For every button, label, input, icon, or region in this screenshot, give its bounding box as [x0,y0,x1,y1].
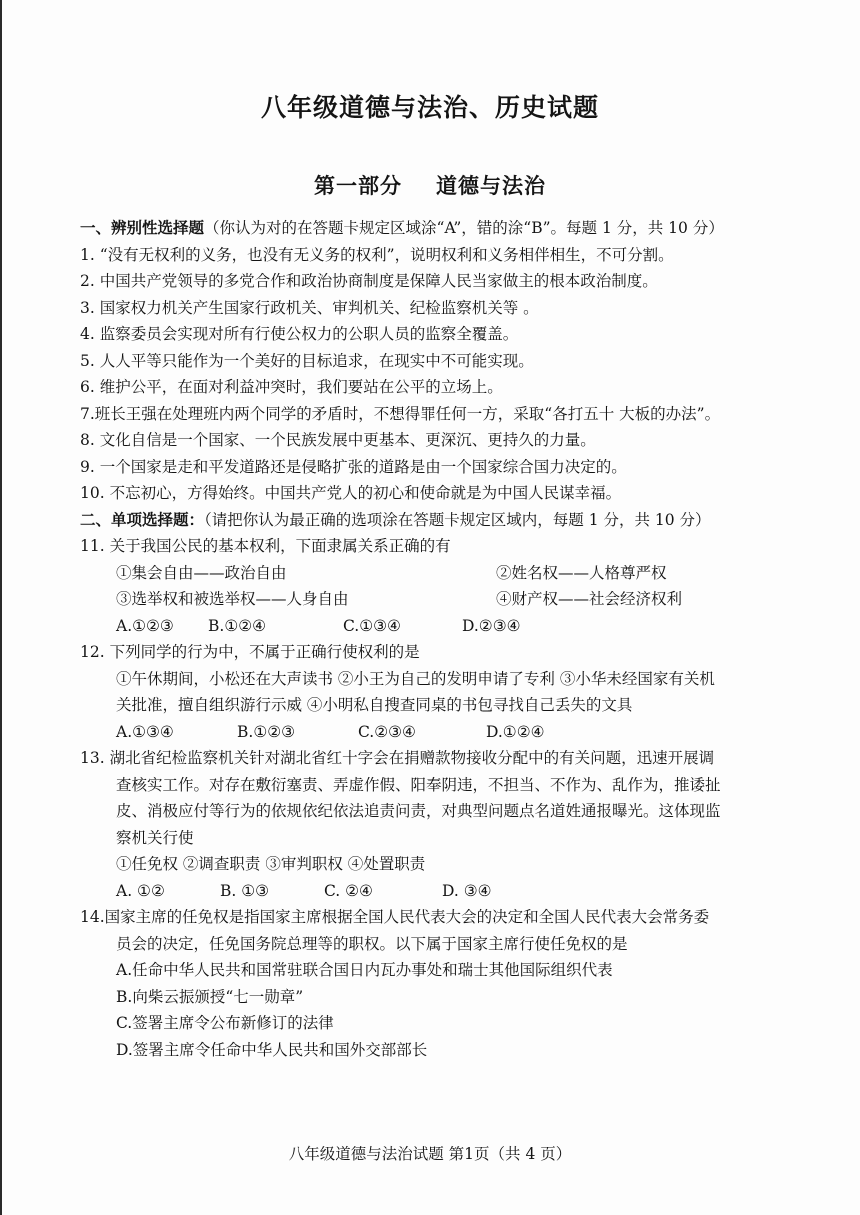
option: B. ①③ [220,882,270,900]
judge-item: 3. 国家权力机关产生国家行政机关、审判机关、纪检监察机关等 。 [80,299,539,317]
option: B.向柴云振颁授“七一勋章” [116,988,304,1006]
judge-item: 5. 人人平等只能作为一个美好的目标追求，在现实中不可能实现。 [80,352,534,370]
judge-item: 1. “没有无权利的义务，也没有无义务的权利”，说明权利和义务相伴相生，不可分割。 [80,246,674,264]
option: A.①③④ [116,723,174,741]
single-heading-line [80,510,711,530]
question-13-stem: 13. 湖北省纪检监察机关针对湖北省红十字会在捐赠款物接收分配中的有关问题，迅速开展调 [80,749,715,767]
option: D. ③④ [442,882,492,900]
option: C.①③④ [343,617,401,635]
question-12-options [116,722,545,742]
judge-instruction: （你认为对的在答题卡规定区域涂“A”，错的涂“B”。每题 1 分，共 10 分） [204,219,724,237]
question-13-options [116,881,492,901]
option: B.①②④ [208,617,267,635]
question-11-options [116,616,521,636]
option: A.任命中华人民共和国常驻联合国日内瓦办事处和瑞士其他国际组织代表 [116,961,613,979]
statement: ①集会自由——政治自由 [116,564,287,582]
judge-item: 8. 文化自信是一个国家、一个民族发展中更基本、更深沉、更持久的力量。 [80,431,596,449]
statement: ④财产权——社会经济权利 [496,590,683,608]
statement: ③选举权和被选举权——人身自由 [116,590,349,608]
question-13-body: 皮、消极应付等行为的依规依纪依法追责问责，对典型问题点名道姓通报曝光。这体现监 [116,802,721,820]
option: A. ①② [116,882,165,900]
question-12-stem: 12. 下列同学的行为中，不属于正确行使权利的是 [80,643,420,661]
single-heading: 二、单项选择题： [80,510,205,529]
option: C. ②④ [324,882,373,900]
question-12-body: ①午休期间，小松还在大声读书 ②小王为自己的发明申请了专利 ③小华未经国家有关机 [116,670,715,688]
judge-item: 2. 中国共产党领导的多党合作和政治协商制度是保障人民当家做主的根本政治制度。 [80,272,658,290]
question-13-body: 查核实工作。对存在敷衍塞责、弄虚作假、阳奉阴违，不担当、不作为、乱作为，推诿扯 [116,776,721,794]
subject-label: 道德与法治 [436,173,546,198]
exam-title: 八年级道德与法治、历史试题 [260,93,599,122]
judge-heading: 一、辨别性选择题 [80,218,205,237]
single-instruction: （请把你认为最正确的选项涂在答题卡规定区域内，每题 1 分，共 10 分） [204,511,711,529]
judge-item: 7.班长王强在处理班内两个同学的矛盾时，不想得罪任何一方，采取“各打五十 大板的办法”。 [80,405,721,423]
question-14-body: 员会的决定，任免国务院总理等的职权。以下属于国家主席行使任免权的是 [116,935,628,953]
question-12-body: 关批准，擅自组织游行示威 ④小明私自搜查同桌的书包寻找自己丢失的文具 [116,696,633,714]
option: D.②③④ [462,617,521,635]
page-footer: 八年级道德与法治试题 第1页（共 4 页） [288,1145,572,1163]
question-11-statements-row2 [116,589,716,609]
question-11-stem: 11. 关于我国公民的基本权利，下面隶属关系正确的有 [80,537,451,555]
statement: ②姓名权——人格尊严权 [496,564,667,582]
judge-heading-line [80,218,724,238]
part-label: 第一部分 [314,173,402,198]
question-13-statements: ①任免权 ②调查职责 ③审判职权 ④处置职责 [116,855,426,873]
option: D.①②④ [486,723,545,741]
section-title [0,170,860,200]
option: A.①②③ [116,617,174,635]
option: C.签署主席令公布新修订的法律 [116,1014,334,1032]
question-14-stem: 14.国家主席的任免权是指国家主席根据全国人民代表大会的决定和全国人民代表大会常务委 [80,908,710,926]
question-11-statements-row1 [116,563,716,583]
judge-item: 4. 监察委员会实现对所有行使公权力的公职人员的监察全覆盖。 [80,325,519,343]
option: D.签署主席令任命中华人民共和国外交部部长 [116,1041,428,1059]
option: B.①②③ [237,723,296,741]
judge-item: 10. 不忘初心，方得始终。中国共产党人的初心和使命就是为中国人民谋幸福。 [80,484,622,502]
judge-item: 9. 一个国家是走和平发道路还是侵略扩张的道路是由一个国家综合国力决定的。 [80,458,627,476]
question-13-body: 察机关行使 [116,829,194,847]
option: C.②③④ [358,723,416,741]
judge-item: 6. 维护公平，在面对利益冲突时，我们要站在公平的立场上。 [80,378,503,396]
